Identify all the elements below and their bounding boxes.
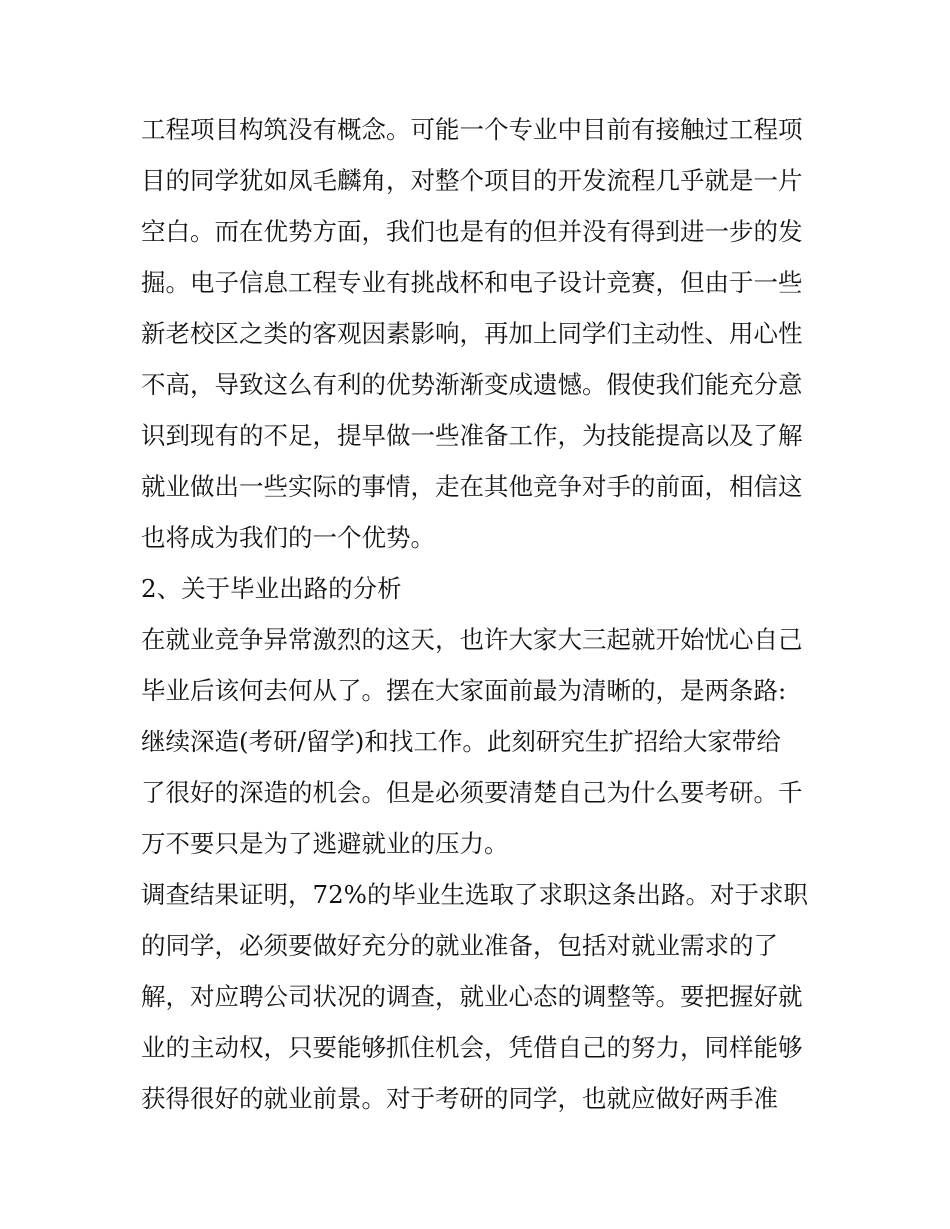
text-line: 在就业竞争异常激烈的这天，也许大家大三起就开始忧心自己 (141, 625, 803, 654)
text-line: 业的主动权，只要能够抓住机会，凭借自己的努力，同样能够 (141, 1033, 803, 1062)
text-line: 了很好的深造的机会。但是必须要清楚自己为什么要考研。千 (141, 778, 803, 807)
text-line: 的同学，必须要做好充分的就业准备，包括对就业需求的了 (141, 931, 778, 960)
text-line: 就业做出一些实际的事情，走在其他竞争对手的前面，相信这 (141, 472, 803, 501)
section-heading: 2、关于毕业出路的分析 (141, 574, 402, 603)
text-line: 空白。而在优势方面，我们也是有的但并没有得到进一步的发 (141, 217, 803, 246)
text-line: 万不要只是为了逃避就业的压力。 (141, 829, 509, 858)
text-line: 工程项目构筑没有概念。可能一个专业中目前有接触过工程项 (141, 115, 803, 144)
text-line: 新老校区之类的客观因素影响，再加上同学们主动性、用心性 (141, 319, 803, 348)
text-line: 目的同学犹如凤毛麟角，对整个项目的开发流程几乎就是一片 (141, 166, 803, 195)
text-line: 掘。电子信息工程专业有挑战杯和电子设计竞赛，但由于一些 (141, 268, 803, 297)
text-line: 继续深造(考研/留学)和找工作。此刻研究生扩招给大家带给 (141, 727, 781, 756)
text-line: 也将成为我们的一个优势。 (141, 523, 435, 552)
text-line: 不高，导致这么有利的优势渐渐变成遗憾。假使我们能充分意 (141, 370, 803, 399)
text-line: 毕业后该何去何从了。摆在大家面前最为清晰的，是两条路: (141, 676, 787, 705)
text-line: 识到现有的不足，提早做一些准备工作，为技能提高以及了解 (141, 421, 803, 450)
text-line: 解，对应聘公司状况的调查，就业心态的调整等。要把握好就 (141, 982, 803, 1011)
text-line: 调查结果证明，72%的毕业生选取了求职这条出路。对于求职 (141, 880, 808, 909)
text-line: 获得很好的就业前景。对于考研的同学，也就应做好两手准 (141, 1084, 778, 1113)
